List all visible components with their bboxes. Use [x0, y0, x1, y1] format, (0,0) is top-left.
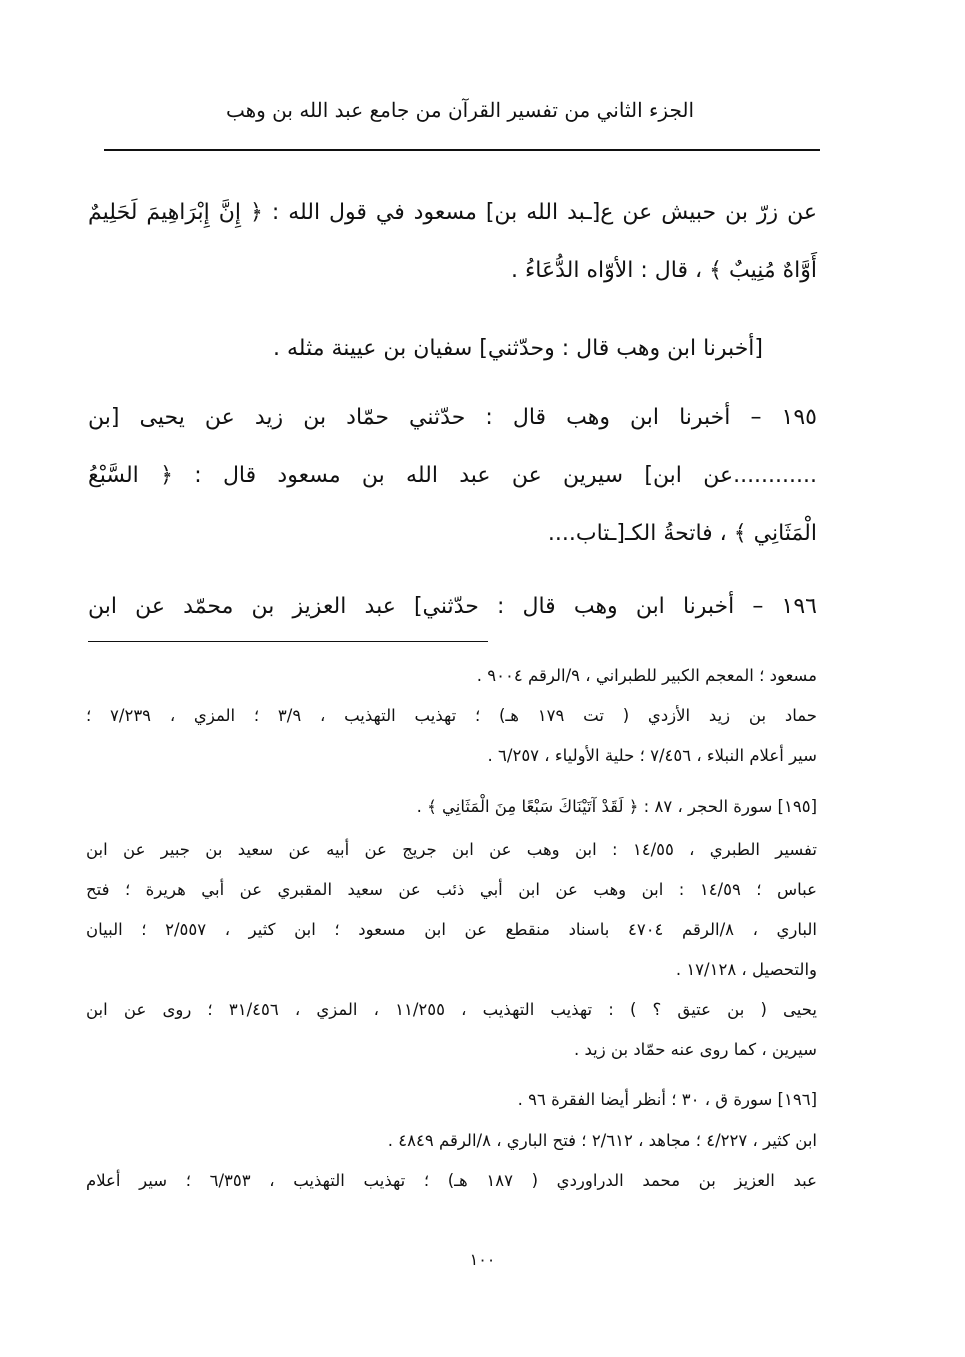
footnote-line-7: الباري ، ٨/الرقم ٤٧٠٤ باسناد منقطع عن ابن مسعود ؛ ابن كثير ، ٢/٥٥٧ ؛ البيان [86, 920, 818, 939]
body-line-5: ............عن ابن] سيرين عن عبد الله بن مسعود قال : ﴿ السَّبْعُ [88, 463, 817, 488]
footnote-line-9: يحيى ( بن عتيق ؟ ) : تهذيب التهذيب ، ١١/٢٥٥ ، المزي ، ٣١/٤٥٦ ؛ روى عن ابن [86, 1000, 818, 1019]
footnote-divider [88, 641, 488, 642]
body-line-4: ١٩٥ – أخبرنا ابن وهب قال : حدّثني حمّاد بن زيد عن يحيى [بن [88, 405, 817, 430]
footnote-line-11: [١٩٦] سورة ق ، ٣٠ ؛ أنظر أيضا الفقرة ٩٦ . [517, 1090, 817, 1109]
footnote-line-5: تفسير الطبري ، ١٤/٥٥ : ابن وهب عن ابن جريج عن أبيه عن سعيد بن جبير عن ابن [86, 840, 817, 859]
body-line-2: أَوَّاهٌ مُنِيبٌ ﴾ ، قال : الأوّاه الدُّعَاءُ . [510, 258, 817, 283]
footnote-line-3: سير أعلام النبلاء ، ٧/٤٥٦ ؛ حلية الأولياء ، ٦/٢٥٧ . [487, 746, 817, 765]
footnote-line-10: سيرين ، كما روى عنه حمّاد بن زيد . [573, 1040, 817, 1059]
footnote-line-2: حماد بن زيد الأزدي ( تت ١٧٩ هـ) ؛ تهذيب التهذيب ، ٣/٩ ؛ المزي ، ٧/٢٣٩ ؛ [86, 706, 817, 725]
footnote-line-6: عباس ؛ ١٤/٥٩ : ابن وهب عن ابن أبي ذئب عن سعيد المقبري عن أبي هريرة ؛ فتح [86, 880, 817, 899]
body-line-6: الْمَثَانِي ﴾ ، فاتحةُ الكـ[ـتاب.... [547, 521, 817, 546]
footnote-line-12: ابن كثير ، ٤/٢٢٧ ؛ مجاهد ، ٢/٦١٢ ؛ فتح الباري ، ٨/الرقم ٤٨٤٩ . [387, 1131, 817, 1150]
footnote-line-8: والتحصيل ، ١٧/١٢٨ . [675, 960, 817, 979]
body-line-7: ١٩٦ – أخبرنا ابن وهب قال : حدّثني] عبد العزيز بن محمّد عن ابن [88, 594, 817, 619]
running-header: الجزء الثاني من تفسير القرآن من جامع عبد الله بن وهب [225, 98, 695, 122]
body-line-1: عن زرّ بن حبيش عن ع[ـبد الله بن] مسعود في قول الله : ﴿ إِنَّ إِبْرَاهِيمَ لَحَلِيمٌ [88, 200, 817, 225]
body-line-3: [أخبرنا ابن وهب قال : وحدّثني] سفيان بن عيينة مثله . [273, 336, 763, 361]
footnote-line-4: [١٩٥] سورة الحجر ، ٨٧ : ﴿ لَقَدْ آتَيْنَاكَ سَبْعًا مِنَ الْمَثَانِي ﴾ . [416, 797, 817, 816]
footnote-line-1: مسعود ؛ المعجم الكبير للطبراني ، ٩/الرقم ٩٠٠٤ . [476, 666, 817, 685]
header-divider [104, 149, 820, 151]
footnote-line-13: عبد العزيز بن محمد الدراوردي ( ١٨٧ هـ) ؛ تهذيب التهذيب ، ٦/٣٥٣ ؛ سير أعلام [86, 1171, 817, 1190]
page-number: ١٠٠ [469, 1250, 496, 1269]
